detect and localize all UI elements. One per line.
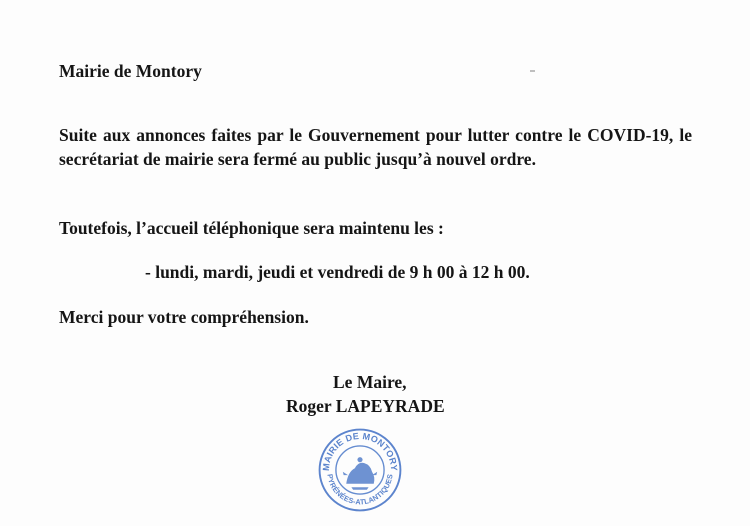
- letter-header: Mairie de Montory: [59, 61, 202, 81]
- closing-line: Merci pour votre compréhension.: [59, 307, 309, 327]
- scan-speck: [530, 70, 535, 72]
- phone-hours-item: - lundi, mardi, jeudi et vendredi de 9 h 00 à 12 h 00.: [145, 262, 530, 282]
- signature-title: Le Maire,: [333, 372, 407, 392]
- stamp-top-text: MAIRIE DE MONTORY: [320, 430, 400, 472]
- phone-hours-intro: Toutefois, l’accueil téléphonique sera maintenu les :: [59, 218, 444, 238]
- stamp-bottom-text: PYRÉNÉES-ATLANTIQUES: [325, 473, 395, 507]
- announcement-paragraph: Suite aux annonces faites par le Gouvernement pour lutter contre le COVID-19, le secrétariat de mairie sera fermé au public jusqu’à nouvel ordre.: [59, 125, 692, 169]
- crest-icon: [343, 457, 377, 490]
- signature-name: Roger LAPEYRADE: [286, 396, 445, 416]
- mairie-stamp: [317, 427, 403, 513]
